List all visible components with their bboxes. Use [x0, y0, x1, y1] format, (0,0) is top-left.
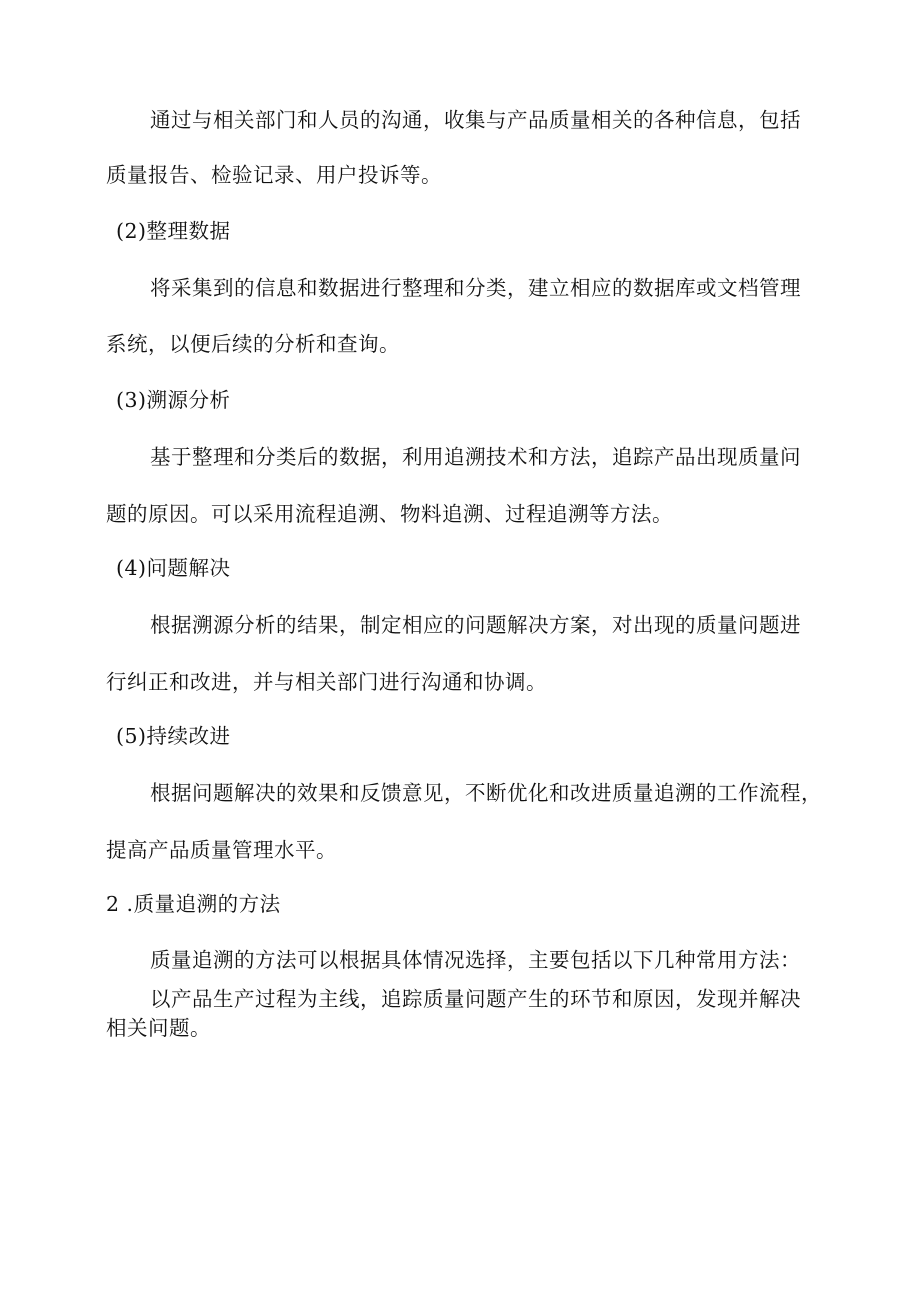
paragraph-line: 相关问题。: [106, 1016, 211, 1040]
paragraph-line: 通过与相关部门和人员的沟通，收集与产品质量相关的各种信息，包括: [150, 108, 801, 132]
paragraph-line: 根据问题解决的效果和反馈意见，不断优化和改进质量追溯的工作流程，: [150, 781, 822, 805]
paragraph-line: 质量报告、检验记录、用户投诉等。: [106, 163, 442, 187]
paragraph-line: 基于整理和分类后的数据，利用追溯技术和方法，追踪产品出现质量问: [150, 445, 801, 469]
paragraph-line: 根据溯源分析的结果，制定相应的问题解决方案，对出现的质量问题进: [150, 613, 801, 637]
subheading: (2)整理数据: [116, 219, 231, 243]
paragraph-line: 质量追溯的方法可以根据具体情况选择，主要包括以下几种常用方法：: [150, 948, 801, 972]
subheading: (4)问题解决: [116, 556, 231, 580]
section-heading: 2 .质量追溯的方法: [106, 892, 281, 916]
paragraph-line: 将采集到的信息和数据进行整理和分类，建立相应的数据库或文档管理: [150, 276, 801, 300]
paragraph-line: 以产品生产过程为主线，追踪质量问题产生的环节和原因，发现并解决: [150, 987, 801, 1011]
paragraph-line: 题的原因。可以采用流程追溯、物料追溯、过程追溯等方法。: [106, 502, 673, 526]
paragraph-line: 系统，以便后续的分析和查询。: [106, 332, 400, 356]
subheading: (3)溯源分析: [116, 388, 231, 412]
paragraph-line: 行纠正和改进，并与相关部门进行沟通和协调。: [106, 670, 547, 694]
subheading: (5)持续改进: [116, 724, 231, 748]
paragraph-line: 提高产品质量管理水平。: [106, 838, 337, 862]
